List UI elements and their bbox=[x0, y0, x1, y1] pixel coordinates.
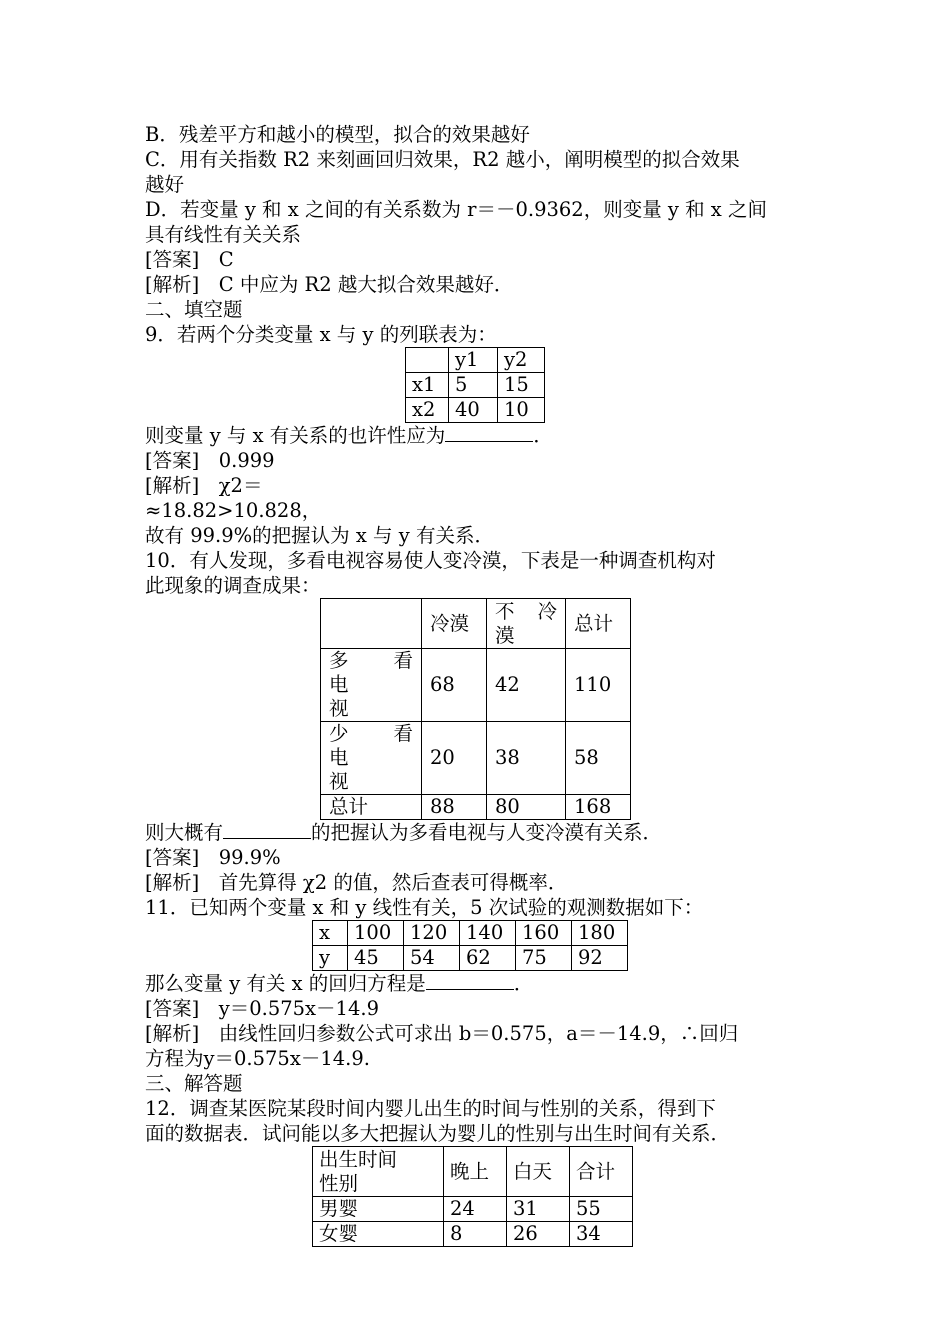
table-cell: x bbox=[313, 921, 348, 946]
table-cell: 180 bbox=[572, 921, 628, 946]
q10-text: 则大概有 bbox=[145, 821, 224, 844]
explanation-9-c: 故有 99.9%的把握认为 x 与 y 有关系． bbox=[145, 524, 494, 547]
table-cell: 总计 bbox=[321, 795, 422, 820]
table-row bbox=[406, 398, 545, 423]
explanation-11-a: [解析] 由线性回归参数公式可求出 b＝0.575，a＝－14.9，∴回归 bbox=[145, 1022, 739, 1045]
table-cell: 5 bbox=[449, 373, 498, 398]
table-cell: x1 bbox=[406, 373, 449, 398]
table-cell: x2 bbox=[406, 398, 449, 423]
table-cell: 15 bbox=[498, 373, 545, 398]
table-cell: 54 bbox=[404, 946, 460, 971]
table-cell: 女婴 bbox=[313, 1222, 444, 1247]
table-cell: 88 bbox=[422, 795, 487, 820]
table-cell: 58 bbox=[566, 722, 631, 795]
table-cell bbox=[406, 348, 449, 373]
table-cell: y bbox=[313, 946, 348, 971]
table-cell bbox=[321, 649, 433, 722]
cell-line: 出生时间 bbox=[319, 1147, 398, 1171]
table-cell: 110 bbox=[566, 649, 631, 722]
option-c-line1: C．用有关指数 R2 来刻画回归效果，R2 越小，阐明模型的拟合效果 bbox=[145, 148, 740, 171]
option-b: B．残差平方和越小的模型，拟合的效果越好 bbox=[145, 123, 530, 146]
table-row bbox=[321, 599, 631, 649]
answer-8: [答案] C bbox=[145, 248, 234, 271]
answer-10: [答案] 99.9% bbox=[145, 846, 281, 869]
question-10-line1: 10．有人发现，多看电视容易使人变冷漠，下表是一种调查机构对 bbox=[145, 549, 716, 572]
question-10-line2: 此现象的调查成果： bbox=[145, 574, 321, 597]
table-cell: 55 bbox=[570, 1197, 633, 1222]
option-d-line2: 具有线性有关关系 bbox=[145, 223, 302, 246]
explanation-10: [解析] 首先算得 χ2 的值，然后查表可得概率． bbox=[145, 871, 568, 894]
q9-text-end: ． bbox=[533, 424, 553, 447]
cell-line: 少 看 电 bbox=[329, 722, 433, 769]
question-11: 11．已知两个变量 x 和 y 线性有关，5 次试验的观测数据如下： bbox=[145, 896, 704, 919]
table-cell bbox=[487, 599, 566, 649]
table-cell: 晚上 bbox=[444, 1147, 507, 1197]
table-row bbox=[321, 649, 631, 722]
explanation-11-b: 方程为y＝0.575x－14.9. bbox=[145, 1047, 370, 1070]
q10-text-end: 的把握认为多看电视与人变冷漠有关系． bbox=[311, 821, 663, 844]
table-cell: 冷漠 bbox=[422, 599, 487, 649]
table-cell: 68 bbox=[422, 649, 487, 722]
question-10-blank-line bbox=[145, 820, 807, 845]
cell-line: 视 bbox=[329, 770, 349, 793]
table-cell: y1 bbox=[449, 348, 498, 373]
table-row bbox=[313, 1222, 633, 1247]
table-cell: 80 bbox=[487, 795, 566, 820]
section-fill-in: 二、填空题 bbox=[145, 298, 243, 321]
question-11-blank-line bbox=[145, 971, 807, 996]
table-row bbox=[313, 946, 628, 971]
table-cell: 合计 bbox=[570, 1147, 633, 1197]
table-cell: 40 bbox=[449, 398, 498, 423]
table-cell: 160 bbox=[516, 921, 572, 946]
cell-line: 性别 bbox=[319, 1171, 359, 1195]
table-cell: 24 bbox=[444, 1197, 507, 1222]
table-cell: 42 bbox=[487, 649, 566, 722]
explanation-8: [解析] C 中应为 R2 越大拟合效果越好． bbox=[145, 273, 514, 296]
contingency-table-9 bbox=[405, 347, 545, 423]
table-cell bbox=[321, 599, 422, 649]
q11-text: 那么变量 y 有关 x 的回归方程是 bbox=[145, 972, 426, 995]
cell-line: 不 冷 bbox=[495, 599, 557, 623]
question-12-line2: 面的数据表．试问能以多大把握认为婴儿的性别与出生时间有关系． bbox=[145, 1122, 731, 1145]
question-9: 9．若两个分类变量 x 与 y 的列联表为： bbox=[145, 323, 497, 346]
observation-table-11 bbox=[312, 920, 628, 971]
q9-text: 则变量 y 与 x 有关系的也许性应为 bbox=[145, 424, 446, 447]
table-cell: 120 bbox=[404, 921, 460, 946]
table-cell: 总计 bbox=[566, 599, 631, 649]
table-row bbox=[321, 795, 631, 820]
option-d-line1: D．若变量 y 和 x 之间的有关系数为 r＝－0.9362，则变量 y 和 x 之间 bbox=[145, 198, 768, 221]
table-cell: 男婴 bbox=[313, 1197, 444, 1222]
table-cell: 20 bbox=[422, 722, 487, 795]
explanation-9-a: [解析] χ2＝ bbox=[145, 474, 263, 497]
table-cell: 34 bbox=[570, 1222, 633, 1247]
table-cell: 140 bbox=[460, 921, 516, 946]
table-cell: 8 bbox=[444, 1222, 507, 1247]
answer-blank bbox=[426, 971, 514, 990]
answer-blank bbox=[223, 820, 311, 839]
table-cell: 62 bbox=[460, 946, 516, 971]
table-row bbox=[406, 373, 545, 398]
explanation-9-b: ≈18.82>10.828， bbox=[145, 499, 322, 522]
table-row bbox=[313, 1197, 633, 1222]
table-row bbox=[406, 348, 545, 373]
table-row bbox=[321, 722, 631, 795]
section-answer: 三、解答题 bbox=[145, 1072, 243, 1095]
cell-line: 漠 bbox=[495, 623, 515, 647]
table-row bbox=[313, 1147, 633, 1197]
option-c-line2: 越好 bbox=[145, 173, 185, 196]
q11-text-end: ． bbox=[513, 972, 534, 995]
table-cell bbox=[313, 1147, 444, 1197]
table-cell: 38 bbox=[487, 722, 566, 795]
table-cell: 10 bbox=[498, 398, 545, 423]
table-cell bbox=[321, 722, 433, 795]
table-cell: 75 bbox=[516, 946, 572, 971]
survey-table-10 bbox=[320, 598, 631, 820]
answer-9: [答案] 0.999 bbox=[145, 449, 275, 472]
cell-line: 视 bbox=[329, 697, 349, 720]
question-9-blank-line bbox=[145, 423, 807, 448]
table-cell: 100 bbox=[348, 921, 404, 946]
table-cell: 168 bbox=[566, 795, 631, 820]
table-cell: 26 bbox=[507, 1222, 570, 1247]
table-cell: 31 bbox=[507, 1197, 570, 1222]
table-cell: 45 bbox=[348, 946, 404, 971]
answer-11: [答案] y＝0.575x－14.9 bbox=[145, 997, 379, 1020]
document-page bbox=[145, 122, 807, 1247]
table-cell: 92 bbox=[572, 946, 628, 971]
birth-table-12 bbox=[312, 1146, 633, 1247]
cell-line: 多 看 电 bbox=[329, 649, 433, 696]
table-cell: y2 bbox=[498, 348, 545, 373]
answer-blank bbox=[445, 423, 533, 442]
table-cell: 白天 bbox=[507, 1147, 570, 1197]
question-12-line1: 12．调查某医院某段时间内婴儿出生的时间与性别的关系，得到下 bbox=[145, 1097, 716, 1120]
table-row bbox=[313, 921, 628, 946]
